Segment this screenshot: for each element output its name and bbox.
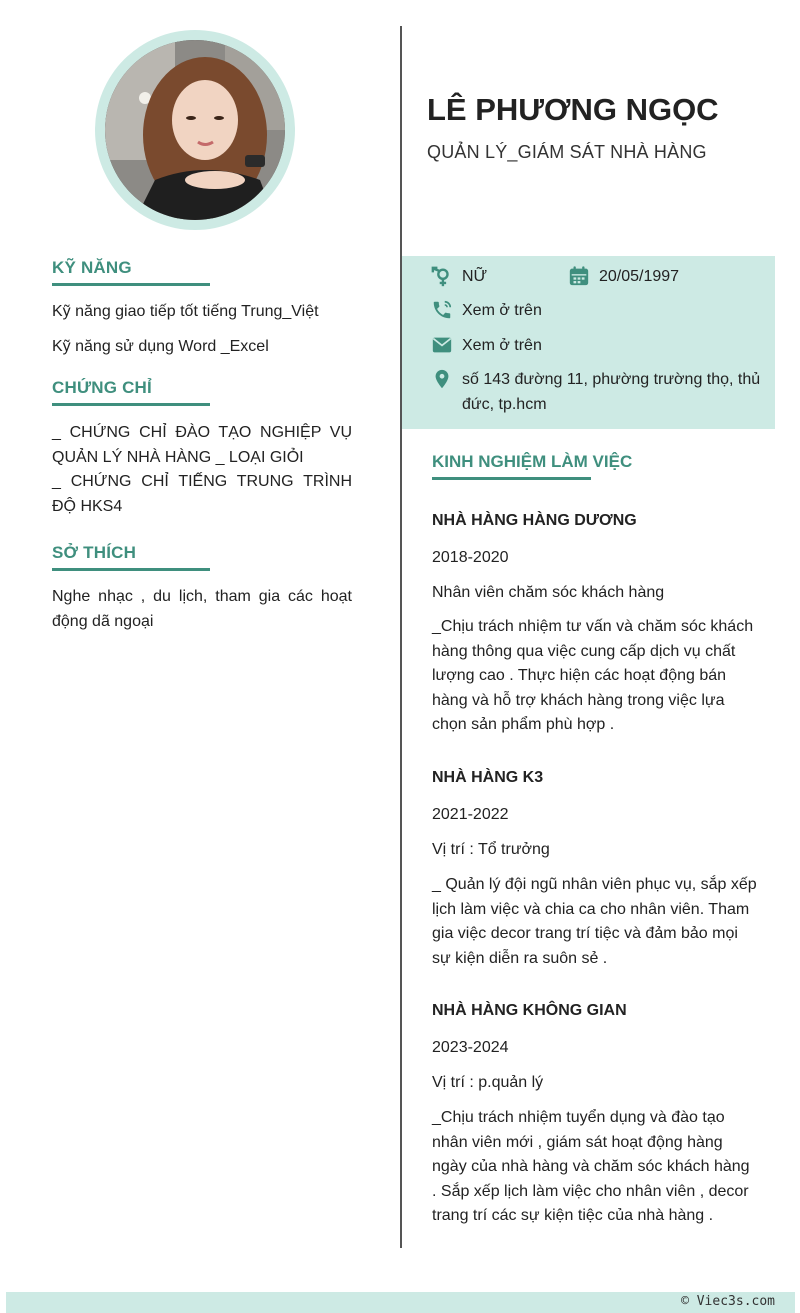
certificate-item: _ CHỨNG CHỈ ĐÀO TẠO NGHIỆP VỤ QUẢN LÝ NHÀ HÀNG _ LOẠI GIỎI: [52, 424, 352, 466]
avatar-photo: [105, 40, 285, 220]
job-position: Vị trí : p.quản lý: [432, 1074, 544, 1091]
job-description: _Chịu trách nhiệm tư vấn và chăm sóc khách hàng thông qua việc cung cấp dịch vụ chất lượng cao . Thực hiện các hoạt động bán hàng và hỗ trợ khách hàng trong việc lựa chọn sản phẩm phù hợp .: [432, 618, 754, 734]
candidate-role: QUẢN LÝ_GIÁM SÁT NHÀ HÀNG: [427, 142, 707, 162]
skill-item: Kỹ năng sử dụng Word _Excel: [52, 338, 269, 355]
job-description: _Chịu trách nhiệm tuyển dụng và đào tạo nhân viên mới , giám sát hoạt động hàng ngày của nhà hàng và chăm sóc khách hàng . Sắp xếp lịch làm việc cho nhân viên , decor trang trí các sự kiện tiệc của nhà hàng .: [432, 1109, 750, 1225]
location-icon: [431, 368, 453, 390]
email-icon: [431, 334, 453, 356]
certificates-underline: [52, 403, 210, 406]
gender-value: NỮ: [462, 268, 488, 285]
job-position: Vị trí : Tổ trưởng: [432, 841, 550, 858]
footer-bar: [6, 1292, 795, 1313]
job-period: 2023-2024: [432, 1039, 509, 1056]
candidate-name: LÊ PHƯƠNG NGỌC: [427, 92, 719, 127]
footer-credit[interactable]: © Viec3s.com: [681, 1294, 775, 1309]
avatar: [105, 40, 285, 220]
skills-underline: [52, 283, 210, 286]
job-company: NHÀ HÀNG K3: [432, 769, 544, 786]
address-value: số 143 đường 11, phường trường thọ, thủ đức, tp.hcm: [462, 371, 761, 413]
hobbies-title: SỞ THÍCH: [52, 543, 137, 562]
email-value: Xem ở trên: [462, 337, 542, 354]
birthday-value: 20/05/1997: [599, 268, 680, 285]
job-period: 2018-2020: [432, 549, 509, 566]
job-company: NHÀ HÀNG KHÔNG GIAN: [432, 1002, 627, 1019]
hobbies-underline: [52, 568, 210, 571]
phone-value: Xem ở trên: [462, 302, 542, 319]
skill-item: Kỹ năng giao tiếp tốt tiếng Trung_Việt: [52, 303, 319, 320]
job-description: _ Quản lý đội ngũ nhân viên phục vụ, sắp xếp lịch làm việc và chia ca cho nhân viên. Tham gia việc decor trang trí tiệc và đảm bảo mọi sự kiện diễn ra suôn sẻ .: [432, 876, 757, 967]
certificate-item: _ CHỨNG CHỈ TIẾNG TRUNG TRÌNH ĐỘ HKS4: [52, 473, 352, 515]
skills-title: KỸ NĂNG: [52, 258, 132, 277]
experience-underline: [432, 477, 591, 480]
calendar-icon: [568, 265, 590, 287]
gender-icon: [431, 266, 453, 288]
certificates-title: CHỨNG CHỈ: [52, 378, 152, 397]
phone-icon: [431, 299, 453, 321]
experience-title: KINH NGHIỆM LÀM VIỆC: [432, 452, 633, 471]
job-position: Nhân viên chăm sóc khách hàng: [432, 584, 665, 601]
column-divider: [400, 26, 402, 1248]
job-period: 2021-2022: [432, 806, 509, 823]
hobbies-text: Nghe nhạc , du lịch, tham gia các hoạt động dã ngoại: [52, 588, 352, 630]
job-company: NHÀ HÀNG HÀNG DƯƠNG: [432, 512, 637, 529]
